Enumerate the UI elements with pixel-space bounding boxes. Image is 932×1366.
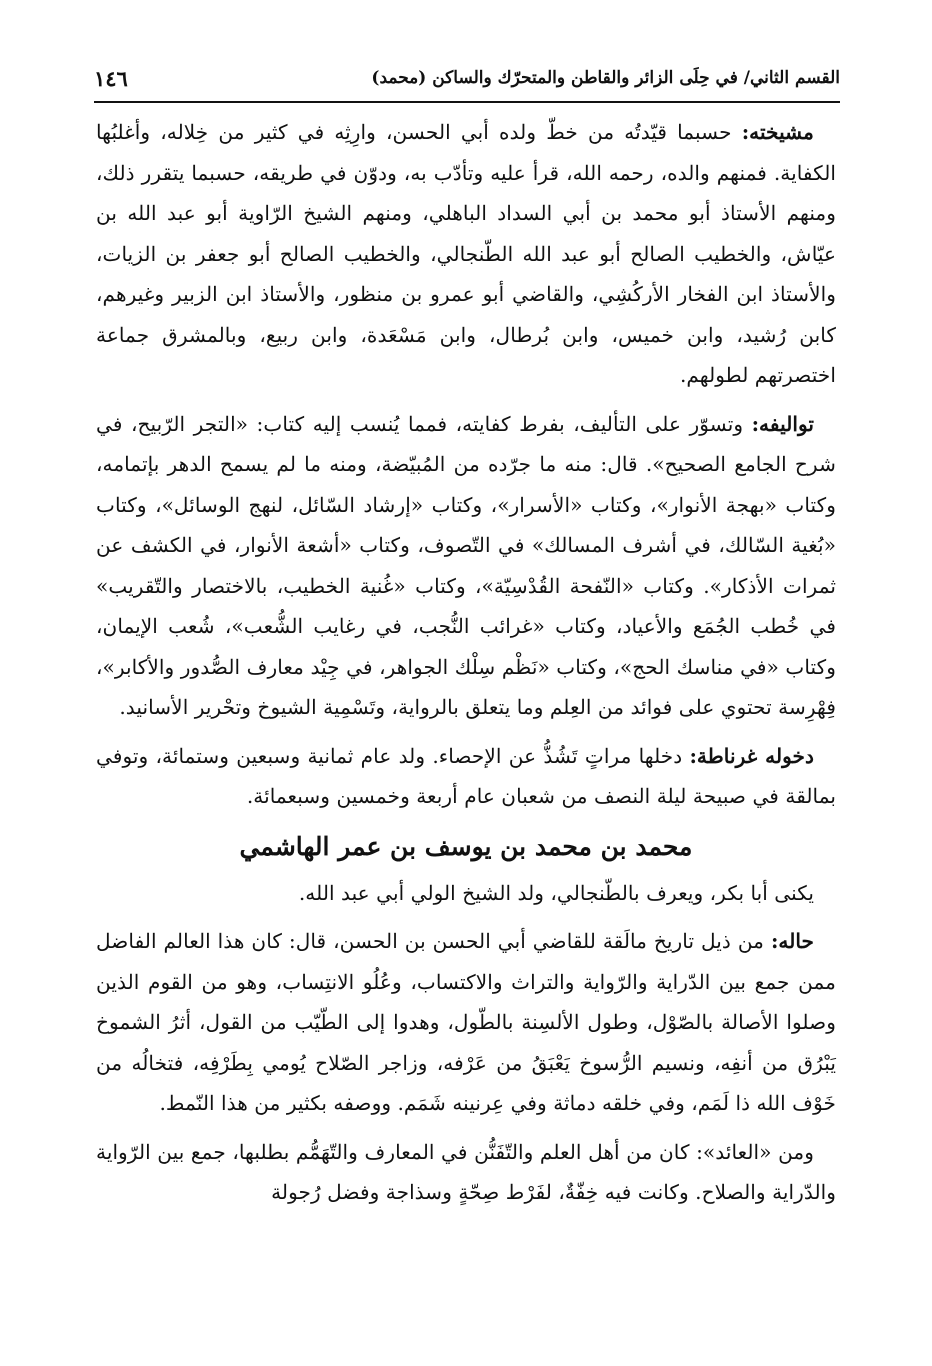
paragraph-kunya: يكنى أبا بكر، ويعرف بالطّنجالي، ولد الشيخ الولي أبي عبد الله.: [298, 880, 814, 905]
paragraph-tawalif: [96, 404, 836, 728]
page-number: ١٤٦: [94, 65, 128, 91]
section-label-tawalif: تواليفه:: [751, 411, 814, 436]
paragraph-text-haluh: من ذيل تاريخ مالَقة للقاضي أبي الحسن بن الحسن، قال: كان هذا العالم الفاضل ممن جمع بين الدّراية والرّواية والتراث والاكتساب، وعُلُو الانتِساب، وهو من القوم الذين وصلوا الأصالة بالصّوْل، وطول الألسِنة بالطّول، وهدوا إلى الطّيّب من القول، أثرُ الشموخ يَبْرُق من أنفِه، ونسيم الرُّسوخ يَعْبَقُ من عَرْفه، وزاجر الصّلاح يُومي بِطَرْفِه، فتخالُه من خَوْف الله ذا لَمَم، وفي خلقه دماثة وفي عِرنينه شَمَم. ووصفه بكثير من هذا النّمط.: [96, 929, 836, 1115]
paragraph-haluh: [96, 921, 836, 1124]
paragraph-mashyakha: [96, 112, 836, 396]
paragraph-text-dukhuluh: دخلها مراتٍ تَشُذُّ عن الإحصاء. ولد عام ثمانية وسبعين وستمائة، وتوفي بمالقة في صبيحة ليلة النصف من شعبان عام أربعة وخمسين وسبعمائة.: [96, 743, 836, 808]
running-title: القسم الثاني/ في حِلَى الزائر والقاطن والمتحرّك والساكن (محمد): [371, 68, 840, 88]
body-text: [96, 112, 836, 1221]
paragraph-text-mashyakha: حسبما قيّدتُه من خطّ ولده أبي الحسن، وارِثِه في كثير من خِلاله، وأغلبُها الكفاية. فمنهم والده، رحمه الله، قرأ عليه وتأدّب به، ودوّن في طريقه، حسبما يتقرر ذلك، ومنهم الأستاذ أبو محمد بن أبي السداد الباهلي، ومنهم الشيخ الرّاوية أبو عبد الله بن عيّاش، والخطيب الصالح أبو عبد الله الطّنجالي، والخطيب الصالح أبو جعفر بن الزيات، والأستاذ ابن الفخار الأركُشِي، والقاضي أبو عمرو بن منظور، والأستاذ ابن الزبير وغيرهم، كابن رُشيد، وابن خميس، وابن بُرطال، وابن مَسْعَدة، وابن ربيع، وبالمشرق جماعة اختصرتهم لطولهم.: [96, 120, 836, 387]
biography-heading: محمد بن محمد بن يوسف بن عمر الهاشمي: [239, 831, 693, 861]
paragraph-text-tawalif: وتسوّر على التأليف، بفرط كفايته، فمما يُنسب إليه كتاب: «التجر الرّبيح، في شرح الجامع الصحيح». قال: منه ما جرّده من المُبيّضة، ومنه ما لم يسمح الدهر بإتمامه، وكتاب «بهجة الأنوار»، وكتاب «الأسرار»، وكتاب «إرشاد السّائل، لنهج الوسائل»، وكتاب «بُغية السّالك، في أشرف المسالك» في التّصوف، وكتاب «أشعة الأنوار، في الكشف عن ثمرات الأذكار». وكتاب «النّفحة القُدْسِيّة»، وكتاب «غُنية الخطيب، بالاختصار والتّقريب» في خُطب الجُمَع والأعياد، وكتاب «غرائب النُّجب، في رغايب الشُّعب»، شُعب الإيمان، وكتاب «في مناسك الحج»، وكتاب «نَظْم سِلْك الجواهر، في جِيْد معارف الصُّدور والأكابر»، فِهْرِسة تحتوي على فوائد من العِلم وما يتعلق بالرواية، وتَسْمِية الشيوخ وتحْرير الأسانيد.: [96, 411, 836, 719]
running-header: [94, 58, 840, 98]
section-label-mashyakha: مشيخته:: [741, 120, 814, 144]
header-rule: [94, 101, 840, 103]
paragraph-aid: ومن «العائد»: كان من أهل العلم والتّفَنُّن في المعارف والتّهَمُّم بطلبها، جمع بين الرّواية والدّراية والصلاح. وكانت فيه خِفّةٌ، لفَرْط صِحّةٍ وسذاجة وفضل رُجولة: [96, 1139, 836, 1204]
section-label-dukhuluh: دخوله غرناطة:: [689, 743, 814, 768]
section-label-haluh: حاله:: [770, 929, 814, 953]
paragraph-dukhuluh: [96, 736, 836, 817]
